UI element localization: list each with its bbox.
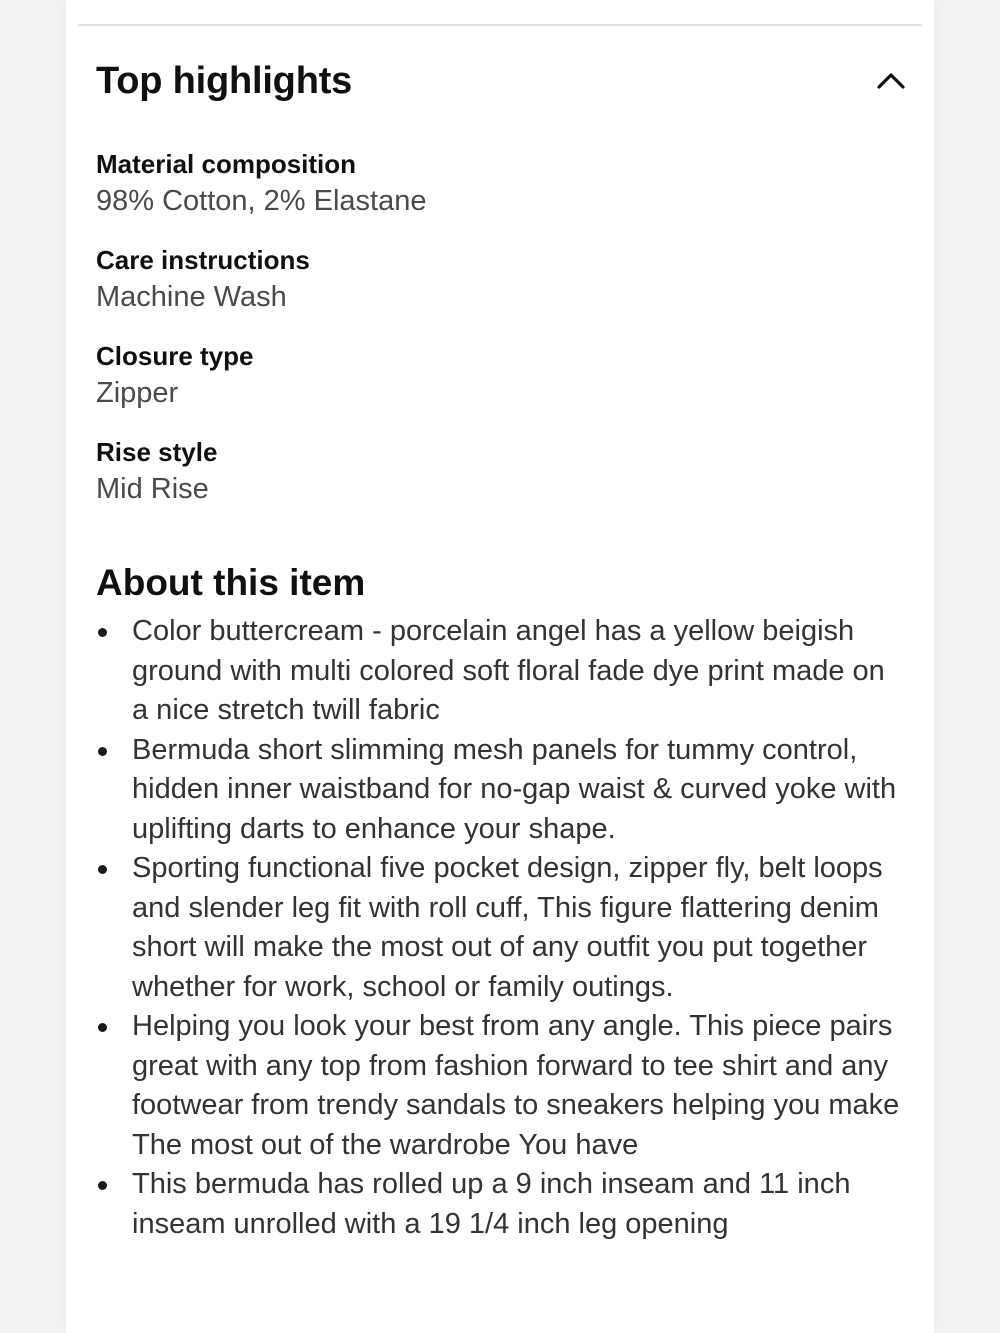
- list-item: [96, 731, 906, 850]
- collapse-toggle-button[interactable]: [871, 60, 911, 100]
- bullet-text: Helping you look your best from any angle. This piece pairs great with any top from fashion forward to tee shirt and any footwear from trendy sandals to sneakers helping you make The most out of the wardrobe You have: [132, 1010, 900, 1161]
- bullet-text: Bermuda short slimming mesh panels for tummy control, hidden inner waistband for no-gap waist & curved yoke with uplifting darts to enhance your shape.: [132, 733, 897, 845]
- attribute-value: Zipper: [96, 377, 179, 409]
- bullet-dot-icon: [98, 1181, 107, 1190]
- bullet-text: Sporting functional five pocket design, zipper fly, belt loops and slender leg fit with roll cuff, This figure flattering denim short will make the most out of any outfit you put together whether for work, school or family outings.: [132, 852, 883, 1003]
- attribute-label: Closure type: [96, 341, 254, 371]
- chevron-up-icon: [876, 70, 906, 90]
- attribute-label: Rise style: [96, 437, 218, 467]
- bullet-dot-icon: [98, 628, 107, 637]
- bullet-dot-icon: [98, 865, 107, 874]
- list-item: [96, 849, 906, 1007]
- section-divider: [78, 24, 922, 26]
- list-item: [96, 1165, 906, 1244]
- about-this-item-title: About this item: [96, 562, 366, 603]
- top-highlights-list: [96, 146, 896, 530]
- top-highlights-title: Top highlights: [96, 60, 353, 102]
- top-highlights-header[interactable]: [96, 58, 911, 108]
- attribute-value: 98% Cotton, 2% Elastane: [96, 185, 427, 217]
- about-bullet-list: [96, 612, 906, 1244]
- list-item: [96, 1007, 906, 1165]
- bullet-text: This bermuda has rolled up a 9 inch inseam and 11 inch inseam unrolled with a 19 1/4 inch leg opening: [132, 1168, 851, 1240]
- product-details-panel: [66, 0, 934, 1333]
- bullet-dot-icon: [98, 1023, 107, 1032]
- attribute-row: [96, 338, 896, 412]
- attribute-label: Material composition: [96, 149, 357, 179]
- bullet-dot-icon: [98, 747, 107, 756]
- attribute-row: [96, 242, 896, 316]
- bullet-text: Color buttercream - porcelain angel has a yellow beigish ground with multi colored soft floral fade dye print made on a nice stretch twill fabric: [132, 615, 885, 726]
- attribute-row: [96, 146, 896, 220]
- list-item: [96, 612, 906, 731]
- attribute-value: Mid Rise: [96, 473, 209, 505]
- attribute-row: [96, 434, 896, 508]
- attribute-value: Machine Wash: [96, 281, 287, 313]
- attribute-label: Care instructions: [96, 245, 310, 275]
